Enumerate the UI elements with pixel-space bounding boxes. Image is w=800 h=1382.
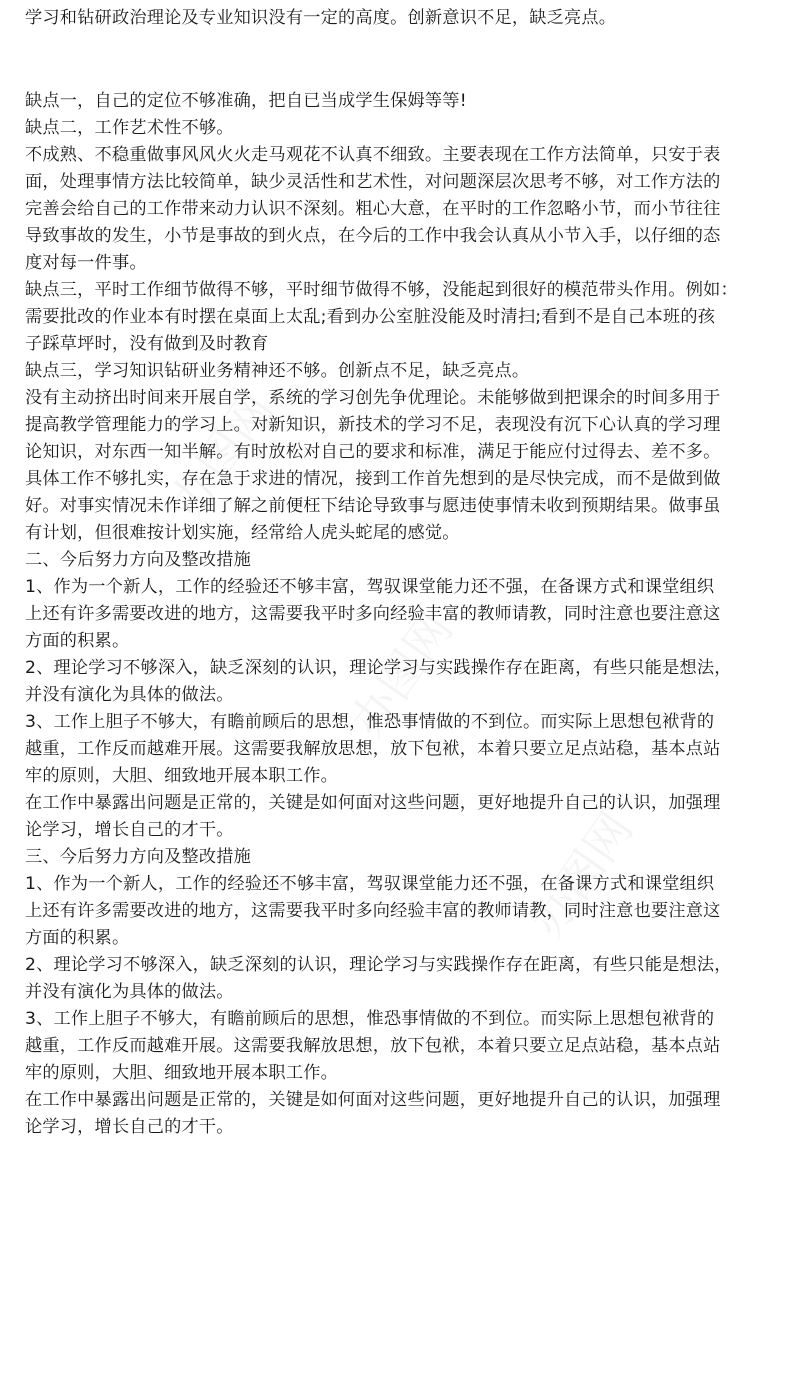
paragraph-line: 并没有演化为具体的做法。 (25, 685, 234, 705)
paragraph-line: 3、工作上胆子不够大，有瞻前顾后的思想，惟恐事情做的不到位。而实际上思想包袱背的 (25, 712, 715, 732)
paragraph-line: 1、作为一个新人，工作的经验还不够丰富，驾驭课堂能力还不强，在备课方式和课堂组织 (25, 874, 715, 894)
paragraph-line: 牢的原则，大胆、细致地开展本职工作。 (25, 766, 338, 786)
paragraph-line: 导致事故的发生，小节是事故的到火点，在今后的工作中我会认真从小节入手，以仔细的态 (25, 226, 721, 246)
section-heading: 二、今后努力方向及整改措施 (25, 550, 252, 570)
paragraph-line: 在工作中暴露出问题是正常的，关键是如何面对这些问题，更好地提升自己的认识，加强理 (25, 793, 721, 813)
paragraph-line: 方面的积累。 (25, 631, 130, 651)
paragraph-line: 学习和钻研政治理论及专业知识没有一定的高度。创新意识不足，缺乏亮点。 (25, 8, 617, 28)
paragraph-line: 度对每一件事。 (25, 253, 147, 273)
paragraph-line: 1、作为一个新人，工作的经验还不够丰富，驾驭课堂能力还不强，在备课方式和课堂组织 (25, 577, 715, 597)
paragraph-line: 具体工作不够扎实，存在急于求进的情况，接到工作首先想到的是尽快完成，而不是做到做 (25, 469, 721, 489)
paragraph-line: 牢的原则，大胆、细致地开展本职工作。 (25, 1063, 338, 1083)
section-heading: 三、今后努力方向及整改措施 (25, 847, 252, 867)
paragraph-line: 没有主动挤出时间来开展自学，系统的学习创先争优理论。未能够做到把课余的时间多用于 (25, 388, 721, 408)
paragraph-line: 论知识，对东西一知半解。有时放松对自己的要求和标准，满足于能应付过得去、差不多。 (25, 442, 721, 462)
paragraph-line: 上还有许多需要改进的地方，这需要我平时多向经验丰富的教师请教，同时注意也要注意这 (25, 604, 721, 624)
paragraph-line: 有计划，但很难按计划实施，经常给人虎头蛇尾的感觉。 (25, 523, 460, 543)
paragraph-line: 好。对事实情况未作详细了解之前便枉下结论导致事与愿违使事情未收到预期结果。做事虽 (25, 496, 721, 516)
paragraph-line: 缺点三，平时工作细节做得不够，平时细节做得不够，没能起到很好的模范带头作用。例如： (25, 280, 738, 300)
paragraph-line: 方面的积累。 (25, 928, 130, 948)
paragraph-line: 完善会给自己的工作带来动力认识不深刻。粗心大意，在平时的工作忽略小节，而小节往往 (25, 199, 721, 219)
paragraph-line: 缺点一，自己的定位不够准确，把自已当成学生保姆等等! (25, 91, 467, 111)
paragraph-line: 上还有许多需要改进的地方，这需要我平时多向经验丰富的教师请教，同时注意也要注意这 (25, 901, 721, 921)
paragraph-line: 需要批改的作业本有时摆在桌面上太乱;看到办公室脏没能及时清扫;看到不是自己本班的孩 (25, 307, 716, 327)
paragraph-line: 不成熟、不稳重做事风风火火走马观花不认真不细致。主要表现在工作方法简单，只安于表 (25, 145, 721, 165)
paragraph-line: 并没有演化为具体的做法。 (25, 982, 234, 1002)
paragraph-line: 越重，工作反而越难开展。这需要我解放思想，放下包袱，本着只要立足点站稳，基本点站 (25, 739, 721, 759)
paragraph-line: 论学习，增长自己的才干。 (25, 1117, 234, 1137)
paragraph-line: 3、工作上胆子不够大，有瞻前顾后的思想，惟恐事情做的不到位。而实际上思想包袱背的 (25, 1009, 715, 1029)
paragraph-line: 越重，工作反而越难开展。这需要我解放思想，放下包袱，本着只要立足点站稳，基本点站 (25, 1036, 721, 1056)
paragraph-line: 缺点三，学习知识钻研业务精神还不够。创新点不足，缺乏亮点。 (25, 361, 530, 381)
paragraph-line: 论学习，增长自己的才干。 (25, 820, 234, 840)
paragraph-line: 缺点二，工作艺术性不够。 (25, 118, 234, 138)
paragraph-line: 面，处理事情方法比较简单，缺少灵活性和艺术性，对问题深层次思考不够，对工作方法的 (25, 172, 721, 192)
paragraph-line: 提高教学管理能力的学习上。对新知识，新技术的学习不足，表现没有沉下心认真的学习理 (25, 415, 721, 435)
paragraph-line: 2、理论学习不够深入，缺乏深刻的认识，理论学习与实践操作存在距离，有些只能是想法， (25, 955, 732, 975)
paragraph-line: 在工作中暴露出问题是正常的，关键是如何面对这些问题，更好地提升自己的认识，加强理 (25, 1090, 721, 1110)
paragraph-line: 2、理论学习不够深入，缺乏深刻的认识，理论学习与实践操作存在距离，有些只能是想法， (25, 658, 732, 678)
paragraph-line: 子踩草坪时，没有做到及时教育 (25, 334, 269, 354)
